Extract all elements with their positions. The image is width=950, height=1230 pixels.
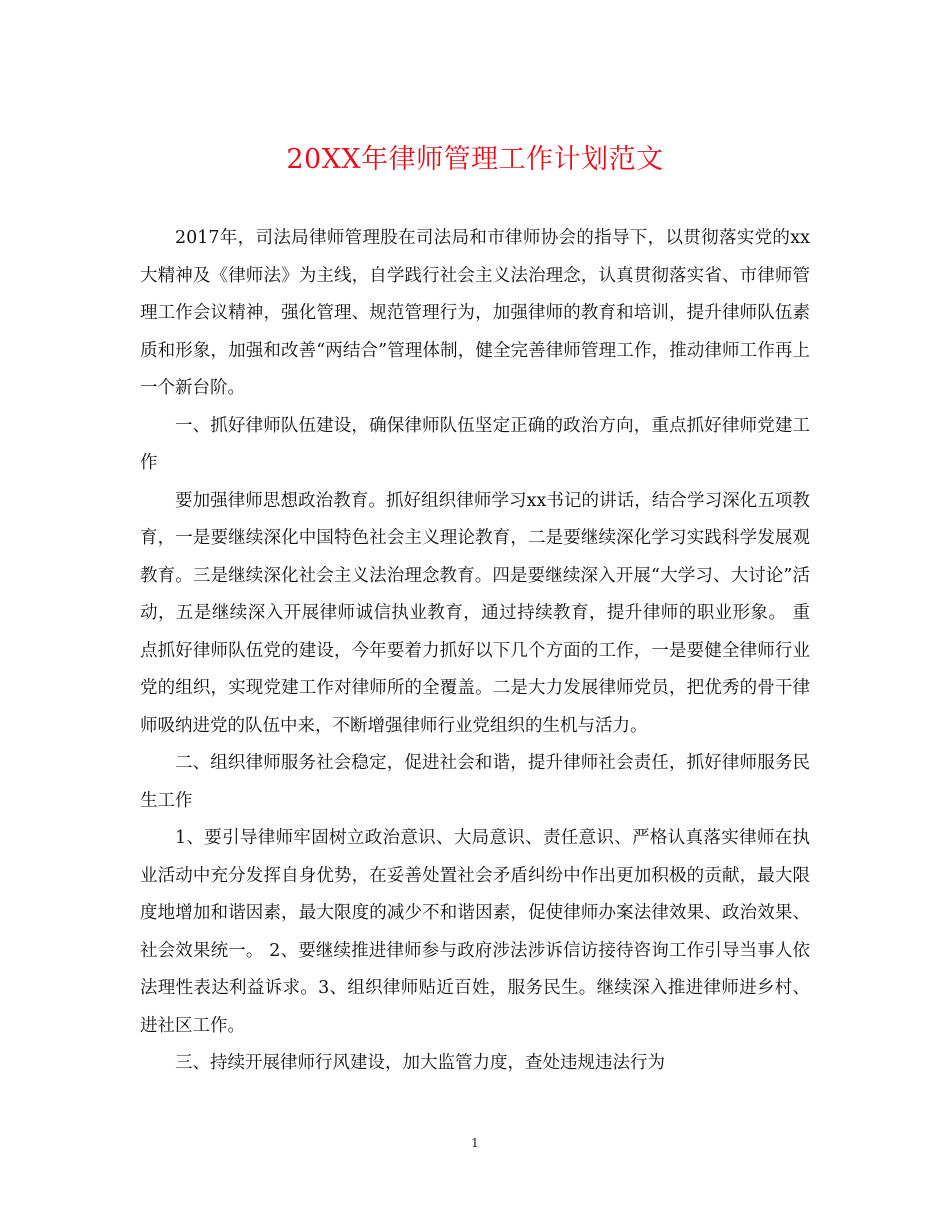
paragraph-intro: 2017年，司法局律师管理股在司法局和市律师协会的指导下，以贯彻落实党的xx大精神及《律师法》为主线，自学践行社会主义法治理念，认真贯彻落实省、市律师管理工作会议精神，强化管理、规范管理行为，加强律师的教育和培训，提升律师队伍素质和形象，加强和改善“两结合”管理体制，健全完善律师管理工作，推动律师工作再上一个新台阶。 <box>140 228 810 398</box>
section-heading-1: 一、抓好律师队伍建设，确保律师队伍坚定正确的政治方向，重点抓好律师党建工作 <box>140 415 810 473</box>
section-heading-3: 三、持续开展律师行风建设，加大监管力度，查处违规违法行为 <box>175 1053 665 1073</box>
section-heading-2: 二、组织律师服务社会稳定，促进社会和谐，提升律师社会责任，抓好律师服务民生工作 <box>140 753 810 811</box>
page-number: 1 <box>471 1136 479 1150</box>
paragraph-section-2: 1、要引导律师牢固树立政治意识、大局意识、责任意识、严格认真落实律师在执业活动中充分发挥自身优势，在妥善处置社会矛盾纠纷中作出更加积极的贡献，最大限度地增加和谐因素，最大限度的减少不和谐因素，促使律师办案法律效果、政治效果、社会效果统一。 2、要继续推进律师参与政府涉法涉诉信访接待咨询工作引导当事人依法理性表达利益诉求。3、组织律师贴近百姓，服务民生。继续深入推进律师进乡村、进社区工作。 <box>140 828 810 1036</box>
document-body <box>140 220 810 1083</box>
paragraph-section-1: 要加强律师思想政治教育。抓好组织律师学习xx书记的讲话，结合学习深化五项教育，一是要继续深化中国特色社会主义理论教育，二是要继续深化学习实践科学发展观教育。三是继续深化社会主义法治理念教育。四是要继续深入开展“大学习、大讨论”活动，五是继续深入开展律师诚信执业教育，通过持续教育，提升律师的职业形象。 重点抓好律师队伍党的建设，今年要着力抓好以下几个方面的工作，一是要健全律师行业党的组织，实现党建工作对律师所的全覆盖。二是大力发展律师党员，把优秀的骨干律师吸纳进党的队伍中来，不断增强律师行业党组织的生机与活力。 <box>140 490 810 736</box>
document-title: 20XX年律师管理工作计划范文 <box>286 144 664 175</box>
